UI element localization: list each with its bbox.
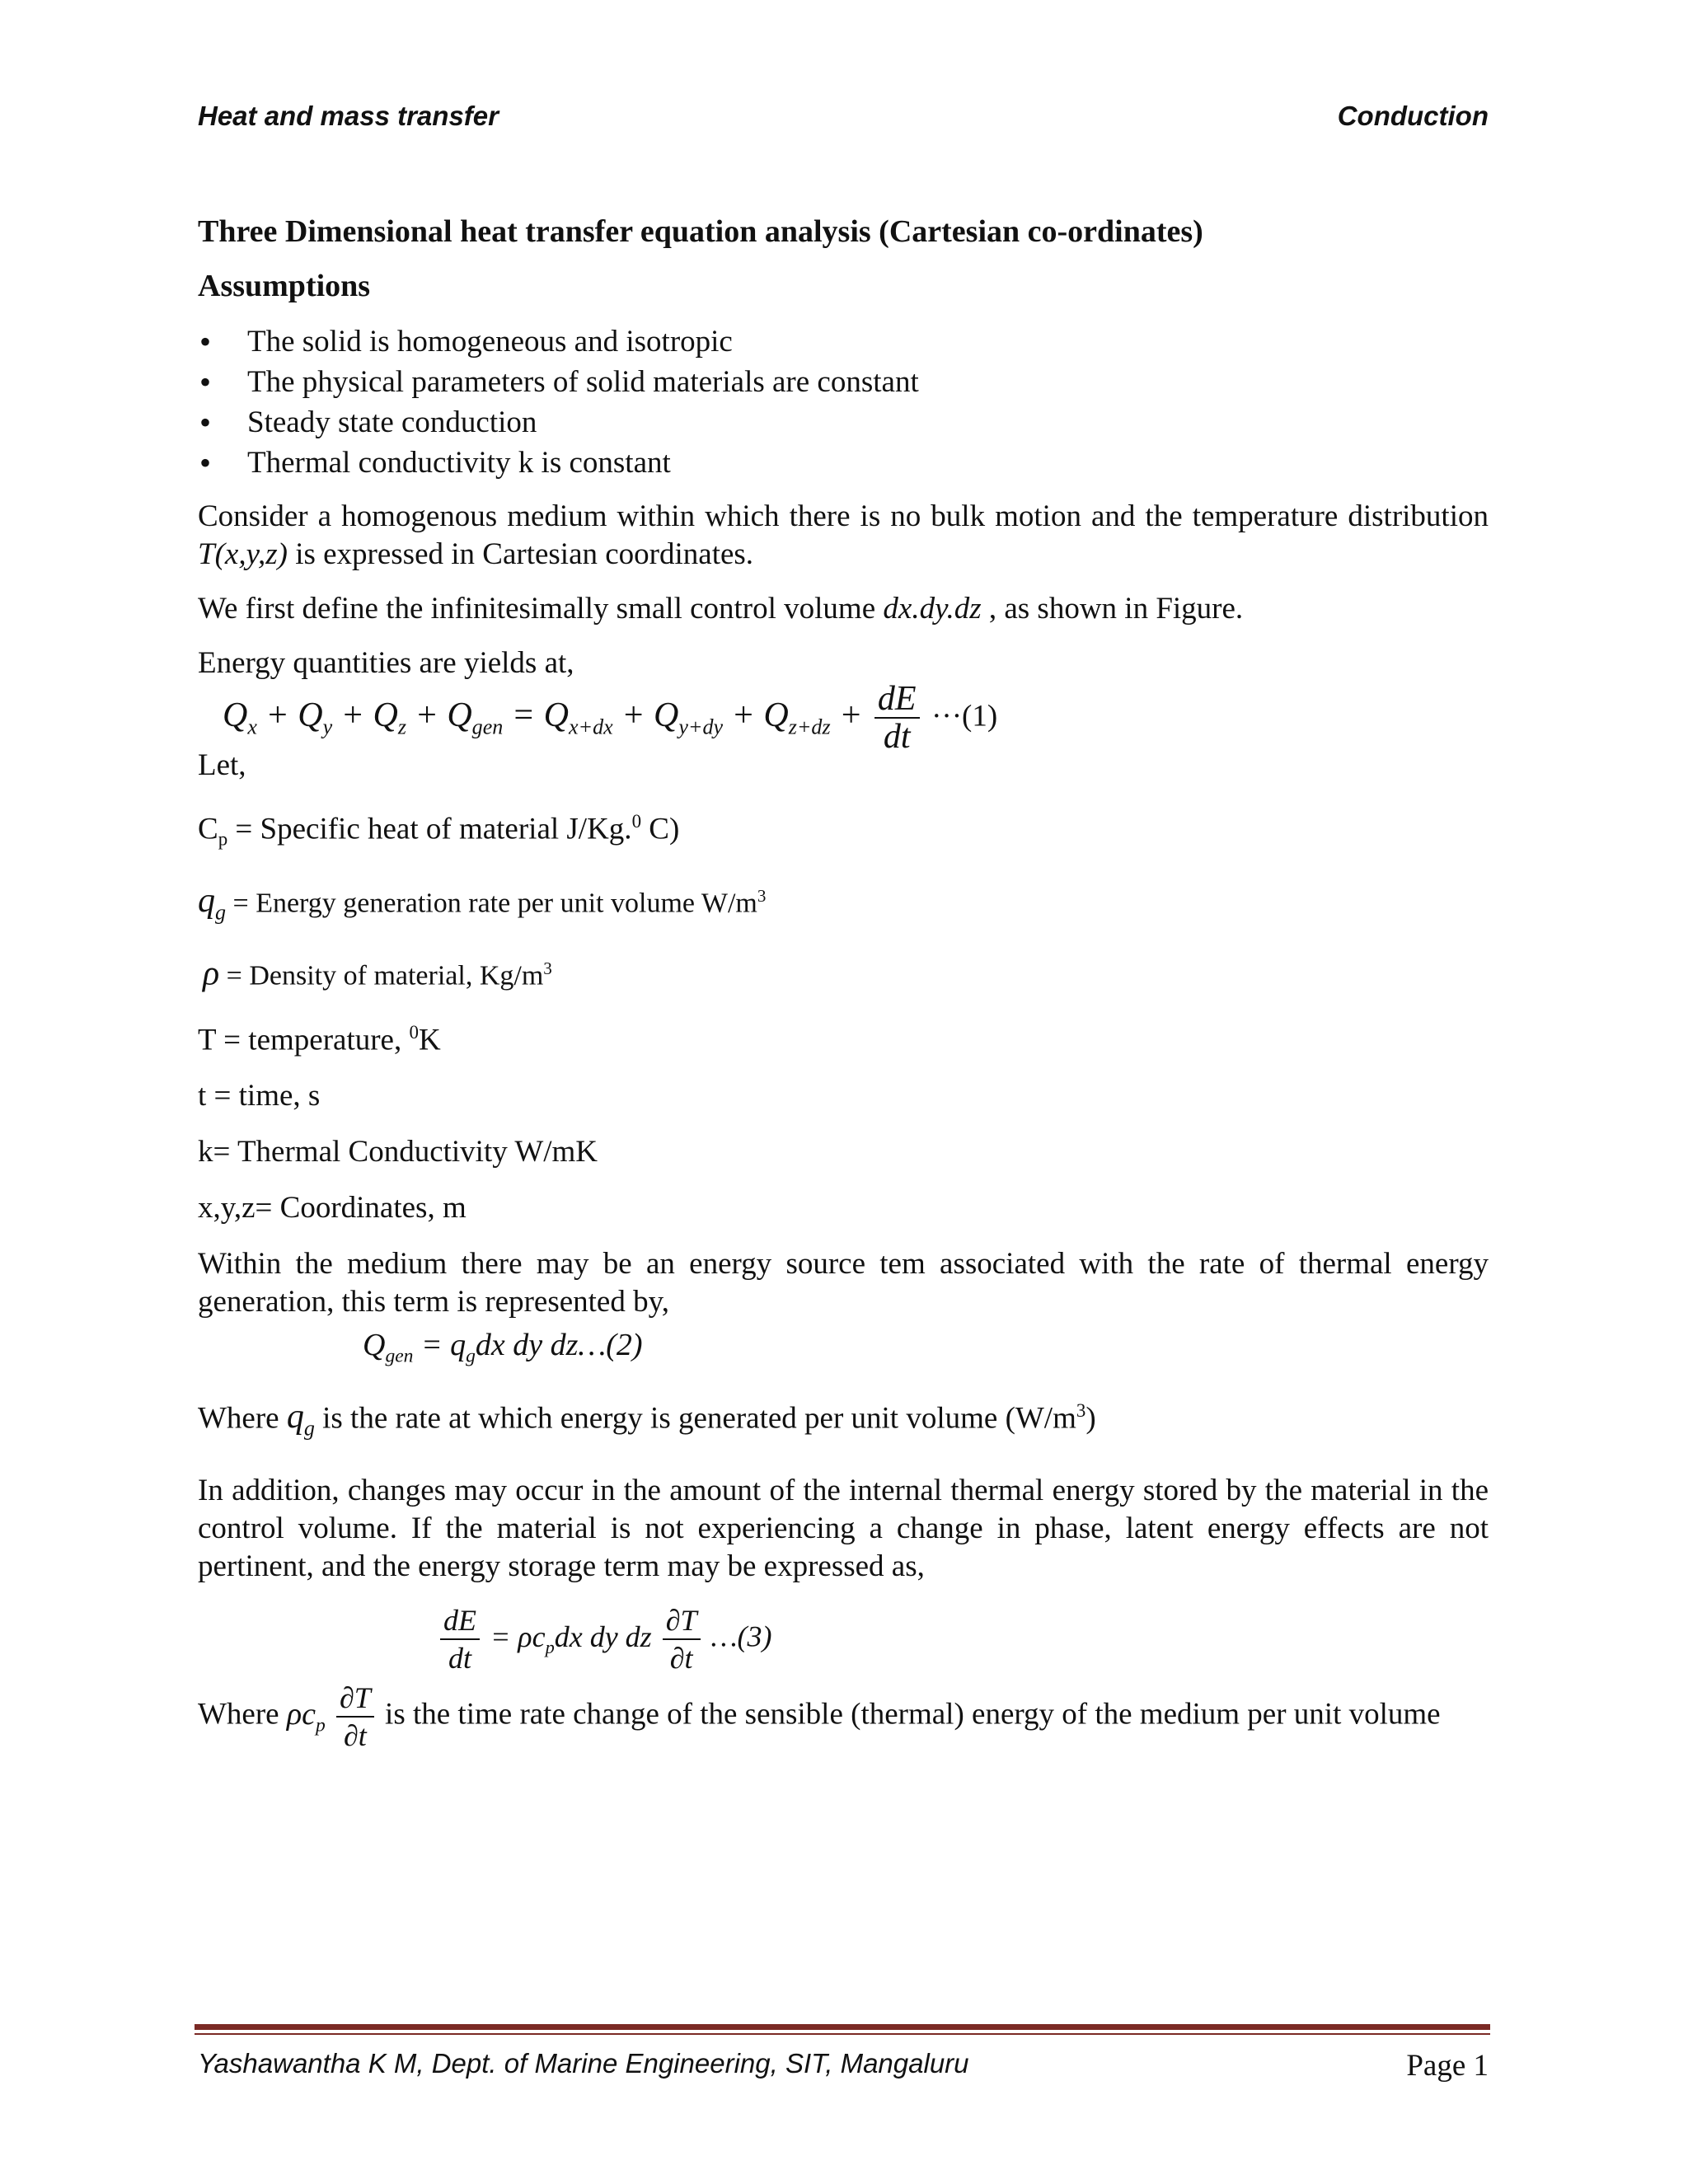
page-number: Page 1	[1406, 2049, 1489, 2083]
equation-1-lhs: $Q_x + Q_y + Q_z + Q_{gen} = Q_{x+dx} + Q_{y+dy} + Q_{z+dz}$ +	[223, 696, 863, 739]
paragraph-energy-source: Within the medium there may be an energy source tem associated with the rate of thermal energy generation, this term is represented by,	[198, 1247, 1489, 1319]
footer-divider-thin	[195, 2033, 1490, 2035]
bullet-icon: •	[199, 404, 212, 441]
def-cp: $C_p$ = Specific heat of material J/Kg.$^0$ C)	[198, 811, 680, 850]
list-item: • The solid is homogeneous and isotropic	[199, 323, 733, 360]
list-item: • The physical parameters of solid materials are constant	[199, 363, 919, 401]
page-content	[198, 213, 1489, 1770]
section-title: Three Dimensional heat transfer equation analysis (Cartesian co-ordinates)	[198, 214, 1203, 249]
equation-3-fraction-left: $\frac{dE}{dt}$	[440, 1602, 480, 1676]
def-conductivity: k= Thermal Conductivity W/mK	[198, 1135, 598, 1169]
paragraph-storage: In addition, changes may occur in the amount of the internal thermal energy stored by the material in the control volume. If the material is not experiencing a change in phase, latent energy effects are not pertinent, and the energy storage term may be expressed as,	[198, 1474, 1489, 1584]
footer-author: Yashawantha K M, Dept. of Marine Engineering, SIT, Mangaluru	[198, 2048, 969, 2079]
where-fraction: $\frac{\partial T}{\partial t}$	[336, 1680, 374, 1754]
header-right: Conduction	[1337, 101, 1489, 131]
paragraph-generation-rate: Where $q_g$ is the rate at which energy is generated per unit volume $(W/m^3)$	[198, 1398, 1096, 1441]
equation-1-fraction: $\frac{dE}{dt}$	[874, 681, 920, 755]
equation-3-fraction-right: $\frac{\partial T}{\partial t}$	[663, 1602, 701, 1676]
equation-3-tag: …(3)	[710, 1619, 772, 1653]
paragraph-sensible-energy: Where $\rho c_p$ $\frac{\partial T}{\partial t}$ is the time rate change of the sensible (thermal) energy of the medium per unit volume	[198, 1681, 1441, 1753]
def-temperature: T = temperature, $^0$K	[198, 1021, 441, 1057]
bullet-icon: •	[199, 444, 212, 481]
page-header	[198, 101, 1489, 132]
list-item: • Steady state conduction	[199, 404, 537, 441]
let-label: Let,	[198, 748, 246, 782]
footer-divider	[195, 2024, 1490, 2030]
equation-3-mid: = $\rho c_pdx$ dy dz	[490, 1619, 652, 1657]
assumptions-heading: Assumptions	[198, 269, 371, 303]
equation-3	[437, 1602, 1489, 1676]
bullet-icon: •	[199, 323, 212, 360]
def-rho: ρ = Density of material, $Kg/m^3$	[203, 954, 552, 993]
def-qg: $q_g$ = Energy generation rate per unit volume $W/m^3$	[198, 882, 767, 925]
equation-1-tag: ···(1)	[931, 699, 998, 733]
page-footer	[198, 2048, 1489, 2083]
paragraph-medium: Consider a homogenous medium within which there is no bulk motion and the temperature distribution T(x,y,z) is expressed in Cartesian coordinates.	[198, 499, 1489, 571]
list-item: • Thermal conductivity k is constant	[199, 444, 671, 481]
paragraph-energy-quantities: Energy quantities are yields at,	[198, 646, 574, 680]
assumptions-list	[198, 321, 1489, 483]
def-coordinates: x,y,z= Coordinates, m	[198, 1191, 467, 1226]
equation-1	[223, 681, 1489, 755]
header-left: Heat and mass transfer	[198, 101, 499, 131]
bullet-icon: •	[199, 363, 212, 401]
def-time: t = time, s	[198, 1079, 321, 1113]
equation-2: $Q_{gen} = q_gdx$ dy dz…(2)	[363, 1328, 643, 1367]
paragraph-control-volume: We first define the infinitesimally small control volume dx.dy.dz , as shown in Figure.	[198, 592, 1244, 626]
